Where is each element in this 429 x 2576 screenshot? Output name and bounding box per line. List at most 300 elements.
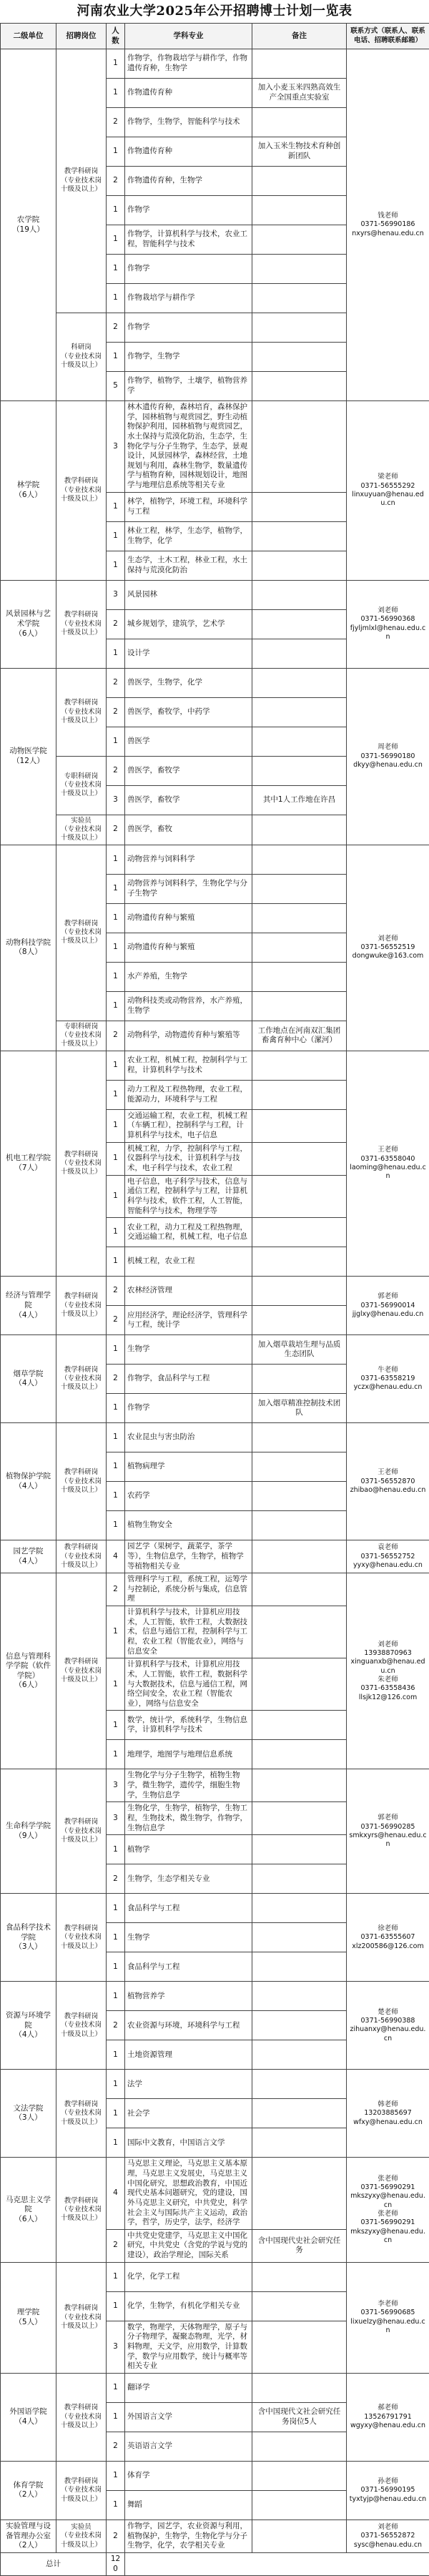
headcount: 1	[107, 1423, 125, 1452]
headcount: 2	[107, 1277, 125, 1306]
major-list: 动力工程及工程热物理，农业工程，能源动力，环境科学与工程	[125, 1080, 252, 1109]
post-type: 教学科研岗 （专业技术岗十级及以上）	[56, 2262, 107, 2373]
major-list: 机械工程，农业工程	[125, 1247, 252, 1277]
major-list: 植物学	[125, 1835, 252, 1864]
remark	[252, 2262, 347, 2291]
headcount: 3	[107, 1769, 125, 1802]
headcount: 1	[107, 2461, 125, 2490]
major-list: 作物学，生物学	[125, 343, 252, 372]
post-type: 教学科研岗 （专业技术岗十级及以上）	[56, 1051, 107, 1276]
major-list: 兽医学，畜牧学，中药学	[125, 697, 252, 727]
remark	[252, 1711, 347, 1740]
headcount: 1	[107, 962, 125, 991]
headcount: 1	[107, 1511, 125, 1540]
remark	[252, 697, 347, 727]
post-type: 实验员 （专业技术岗十级及以上）	[56, 815, 107, 845]
major-list: 作物学，计算机科学与技术，农业工程，智能科学与技术	[125, 225, 252, 255]
major-list: 英语语言文学	[125, 2432, 252, 2461]
major-list: 生物化学，生物学，植物学，生物工程，生物技术，微生物学，作物学，生物信息学	[125, 1802, 252, 1835]
remark	[252, 1740, 347, 1769]
headcount: 1	[107, 2099, 125, 2128]
headcount: 1	[107, 1740, 125, 1769]
major-list: 植物营养学	[125, 1982, 252, 2011]
remark	[252, 1365, 347, 1394]
remark	[252, 1051, 347, 1080]
table-row	[1, 1894, 429, 1923]
remark	[252, 343, 347, 372]
major-list: 食品科学与工程	[125, 1894, 252, 1923]
headcount: 1	[107, 1452, 125, 1482]
col-header-type: 招聘岗位	[56, 24, 107, 49]
post-type: 专职科研岗 （专业技术岗十级及以上）	[56, 1021, 107, 1051]
remark	[252, 1306, 347, 1335]
headcount: 1	[107, 2040, 125, 2070]
headcount: 2	[107, 1365, 125, 1394]
total-value: 120	[107, 2552, 125, 2575]
headcount: 1	[107, 1335, 125, 1365]
major-list: 作物遗传育种，生物学	[125, 167, 252, 196]
table-row	[1, 1573, 429, 1606]
table-row	[1, 580, 429, 609]
major-list: 计算机科学与技术，计算机应用技术，人工智能，软件工程，数据科学与大数据技术，信息与通信工程，网络空间安全，农业工程（智能农业），网络与信息安全	[125, 1658, 252, 1711]
major-list: 作物学，生物学，智能科学与技术	[125, 108, 252, 137]
post-type: 专职科研岗 （专业技术岗十级及以上）	[56, 756, 107, 815]
headcount: 1	[107, 225, 125, 255]
post-type: 教学科研岗 （专业技术岗十级及以上）	[56, 1982, 107, 2070]
table-row	[1, 2520, 429, 2552]
remark	[252, 108, 347, 137]
major-list: 园艺学（果树学，蔬菜学，茶学等），生物信息学，生物学，植物学等植物相关专业	[125, 1540, 252, 1573]
remark	[252, 1835, 347, 1864]
headcount: 1	[107, 551, 125, 580]
remark	[252, 1864, 347, 1894]
headcount: 1	[107, 1175, 125, 1218]
remark: 工作地点在河南双汇集团畜禽育种中心（漯河）	[252, 1021, 347, 1051]
table-row	[1, 1423, 429, 1452]
post-type: 科研岗 （专业技术岗十级及以上）	[56, 313, 107, 401]
headcount: 1	[107, 1952, 125, 1982]
major-list: 生物化学与分子生物学，植物生物学，微生物学，遗传学，细胞生物学，生物信息学	[125, 1769, 252, 1802]
remark	[252, 2070, 347, 2099]
headcount: 1	[107, 1923, 125, 1952]
remark	[252, 284, 347, 313]
total-row	[1, 2552, 429, 2575]
table-row	[1, 845, 429, 874]
unit-name: 动物科技学院 （8人）	[1, 845, 56, 1051]
major-list: 生态学，土木工程，林业工程，水土保持与荒漠化防治	[125, 551, 252, 580]
table-row	[1, 1982, 429, 2011]
post-type: 教学科研岗 （专业技术岗十级及以上）	[56, 2070, 107, 2158]
headcount: 2	[107, 2011, 125, 2040]
remark	[252, 609, 347, 639]
remark	[252, 991, 347, 1021]
post-type: 教学科研岗 （专业技术岗十级及以上）	[56, 1540, 107, 1573]
major-list: 马克思主义理论，马克思主义基本原理，马克思主义发展史，马克思主义中国化研究，思想政治教育，中国近现代史基本问题研究，党的建设，国外马克思主义研究，中共党史，科学社会主义与国际共产主义运动，政治学，哲学，历史学，法学，经济学	[125, 2158, 252, 2229]
headcount: 1	[107, 1109, 125, 1142]
remark	[252, 2291, 347, 2321]
remark	[252, 1175, 347, 1218]
post-type: 教学科研岗 （专业技术岗十级及以上）	[56, 2461, 107, 2520]
headcount: 2	[107, 108, 125, 137]
headcount: 2	[107, 1573, 125, 1606]
headcount: 1	[107, 2262, 125, 2291]
remark	[252, 2461, 347, 2490]
table-row	[1, 2373, 429, 2402]
remark	[252, 1923, 347, 1952]
major-list: 交通运输工程，农业工程，机械工程（车辆工程），控制科学与工程，计算机科学与技术，电子信息	[125, 1109, 252, 1142]
table-row	[1, 2262, 429, 2291]
headcount: 1	[107, 2402, 125, 2432]
unit-name: 资源与环境学院 （4人）	[1, 1982, 56, 2070]
remark: 含中国现代文社会研究任务岗位5人	[252, 2402, 347, 2432]
major-list: 作物学	[125, 255, 252, 284]
remark	[252, 1423, 347, 1452]
post-type: 教学科研岗 （专业技术岗十级及以上）	[56, 580, 107, 668]
table-row	[1, 401, 429, 493]
headcount: 2	[107, 1306, 125, 1335]
remark	[252, 1452, 347, 1482]
headcount: 1	[107, 1894, 125, 1923]
headcount: 1	[107, 2490, 125, 2520]
major-list: 植物生物安全	[125, 1511, 252, 1540]
headcount: 1	[107, 137, 125, 167]
major-list: 兽医学，畜牧学	[125, 756, 252, 785]
col-header-major: 学科专业	[125, 24, 252, 49]
unit-name: 马克思主义学院 （6人）	[1, 2158, 56, 2262]
major-list: 动物科技类或动物营养，水产养殖，生物学	[125, 991, 252, 1021]
contact-info: 刘老师 0371-56552519 dongwuke@163.com	[347, 845, 429, 1051]
remark	[252, 815, 347, 845]
major-list: 农业工程，机械工程，控制科学与工程，计算机科学与技术	[125, 1051, 252, 1080]
col-header-contact: 联系方式（联系人、联系电话、招聘联系邮箱）	[347, 24, 429, 49]
remark	[252, 225, 347, 255]
table-row	[1, 1277, 429, 1306]
remark	[252, 962, 347, 991]
unit-name: 体育学院 （2人）	[1, 2461, 56, 2520]
contact-info: 刘老师 13938870963 xinguanxb@henau.edu.cn 朱老师 0371-63558436 llsjk12@126.com	[347, 1573, 429, 1769]
post-type: 教学科研岗 （专业技术岗十级及以上）	[56, 49, 107, 313]
total-label: 总计	[1, 2552, 107, 2575]
table-row	[1, 2070, 429, 2099]
page-title: 河南农业大学2025年公开招聘博士计划一览表	[0, 0, 429, 23]
major-list: 兽医学，生物学，化学	[125, 668, 252, 697]
major-list: 土地资源管理	[125, 2040, 252, 2070]
unit-name: 外国语学院 （4人）	[1, 2373, 56, 2461]
major-list: 林学，植物学，环境工程，环境科学与工程	[125, 492, 252, 521]
contact-info: 李老师 0371-56990685 lixuelzy@henau.edu.cn	[347, 2262, 429, 2373]
remark	[252, 196, 347, 225]
remark	[252, 1511, 347, 1540]
remark: 加入玉米生物技术育种创新团队	[252, 137, 347, 167]
headcount: 2	[107, 1021, 125, 1051]
major-list: 管理科学与工程，系统工程，运筹学与控制论，系统分析与集成，信息管理	[125, 1573, 252, 1606]
headcount: 1	[107, 255, 125, 284]
remark	[252, 401, 347, 493]
contact-info: 郭老师 0371-56990014 jjglxy@henau.edu.cn	[347, 1277, 429, 1335]
remark	[252, 1218, 347, 1247]
major-list: 动物遗传育种与繁殖	[125, 933, 252, 962]
headcount: 1	[107, 521, 125, 551]
unit-name: 经济与管理学院 （4人）	[1, 1277, 56, 1335]
headcount: 2	[107, 756, 125, 785]
major-list: 林木遗传育种，森林培育，森林保护学，园林植物与观赏园艺，野生动植物保护利用，园林植物与观赏园艺，水土保持与荒漠化防治，生态学，生物化学与分子生物学，生态学，景观设计，风景园林学，森林经营，土地规划与利用，森林生物学，数量遗传学与植物育种，园林规划设计，地图学与地理信息系统等相关专业	[125, 401, 252, 493]
post-type: 教学科研岗 （专业技术岗十级及以上）	[56, 1769, 107, 1894]
major-list: 社会学	[125, 2099, 252, 2128]
remark	[252, 1247, 347, 1277]
remark	[252, 2040, 347, 2070]
headcount: 2	[107, 313, 125, 343]
post-type: 实验员 （专业技术岗十级及以上）	[56, 2520, 107, 2552]
major-list: 法学	[125, 2070, 252, 2099]
headcount: 1	[107, 639, 125, 668]
remark	[252, 1769, 347, 1802]
remark	[252, 1982, 347, 2011]
contact-info: 王老师 0371-56552870 zhibao@henau.edu.cn	[347, 1423, 429, 1540]
major-list: 作物学，园艺学，农业资源与利用，植物保护，生物学，生物化学与分子生物学，化学，农学相关专业	[125, 2520, 252, 2552]
contact-info: 郝老师 13526791791 wgyxy@henau.edu.cn	[347, 2373, 429, 2461]
contact-info: 周老师 0371-56990180 dkyy@henau.edu.cn	[347, 668, 429, 845]
remark	[252, 49, 347, 79]
major-list: 翻译学	[125, 2373, 252, 2402]
headcount: 1	[107, 1218, 125, 1247]
post-type: 教学科研岗 （专业技术岗十级及以上）	[56, 2373, 107, 2461]
contact-info: 袁老师 0371-56552752 yyxy@henau.edu.cn	[347, 1540, 429, 1573]
unit-name: 理学院 （5人）	[1, 2262, 56, 2373]
remark	[252, 1952, 347, 1982]
recruitment-table	[0, 23, 429, 2576]
headcount: 1	[107, 727, 125, 756]
major-list: 应用经济学，理论经济学，管理科学与工程，统计学	[125, 1306, 252, 1335]
major-list: 电子信息，电子科学与技术，信息与通信工程，控制科学与工程，计算机科学与技术，软件工程，人工智能，智能科学与技术，物理学等	[125, 1175, 252, 1218]
major-list: 水产养殖，生物学	[125, 962, 252, 991]
remark	[252, 2011, 347, 2040]
headcount: 1	[107, 1142, 125, 1175]
unit-name: 烟草学院 （4人）	[1, 1335, 56, 1423]
major-list: 兽医学，畜牧学	[125, 785, 252, 815]
remark	[252, 492, 347, 521]
headcount: 1	[107, 1080, 125, 1109]
remark	[252, 903, 347, 933]
post-type: 教学科研岗 （专业技术岗十级及以上）	[56, 2158, 107, 2262]
table-row	[1, 49, 429, 79]
headcount: 1	[107, 49, 125, 79]
major-list: 生物学	[125, 1923, 252, 1952]
headcount: 1	[107, 991, 125, 1021]
headcount: 2	[107, 815, 125, 845]
remark	[252, 933, 347, 962]
remark	[252, 255, 347, 284]
post-type: 教学科研岗 （专业技术岗十级及以上）	[56, 845, 107, 1021]
contact-info: 孙老师 0371-56990195 tyxtyjp@henau.edu.cn	[347, 2461, 429, 2520]
remark: 加入小麦玉米四熟高效生产全国重点实验室	[252, 79, 347, 108]
major-list: 作物学，植物学，土壤学，植物营养学	[125, 372, 252, 401]
headcount: 1	[107, 2128, 125, 2158]
col-header-unit: 二级单位	[1, 24, 56, 49]
unit-name: 风景园林与艺术学院 （6人）	[1, 580, 56, 668]
headcount: 1	[107, 1606, 125, 1658]
remark	[252, 1109, 347, 1142]
major-list: 农业资源与环境，环境科学与工程	[125, 2011, 252, 2040]
contact-info: 刘老师 0371-56990368 fjyljmlxl@henau.edu.cn	[347, 580, 429, 668]
major-list: 作物学，作物栽培学与耕作学，作物遗传育种，生物学	[125, 49, 252, 79]
headcount: 1	[107, 1051, 125, 1080]
post-type: 教学科研岗 （专业技术岗十级及以上）	[56, 401, 107, 581]
table-row	[1, 1540, 429, 1573]
contact-info: 钱老师 0371-56990186 nxyrs@henau.edu.cn	[347, 49, 429, 401]
unit-name: 食品科学技术学院 （3人）	[1, 1894, 56, 1982]
headcount: 3	[107, 785, 125, 815]
unit-name: 实验管理与设备管理办公室 （2人）	[1, 2520, 56, 2552]
major-list: 作物遗传育种	[125, 79, 252, 108]
remark	[252, 521, 347, 551]
remark	[252, 756, 347, 785]
headcount: 1	[107, 845, 125, 874]
total-filler	[125, 2552, 429, 2575]
header-row	[1, 24, 429, 49]
headcount: 4	[107, 1540, 125, 1573]
remark	[252, 639, 347, 668]
major-list: 农林经济管理	[125, 1277, 252, 1306]
major-list: 农业昆虫与害虫防治	[125, 1423, 252, 1452]
remark	[252, 2490, 347, 2520]
contact-info: 王老师 0371-63558040 laoming@henau.edu.cn	[347, 1051, 429, 1276]
remark	[252, 1277, 347, 1306]
post-type: 教学科研岗 （专业技术岗十级及以上）	[56, 1277, 107, 1335]
major-list: 生物学	[125, 1335, 252, 1365]
headcount: 1	[107, 2373, 125, 2402]
major-list: 城乡规划学，建筑学，艺术学	[125, 609, 252, 639]
major-list: 兽医学，畜牧	[125, 815, 252, 845]
unit-name: 园艺学院 （4人）	[1, 1540, 56, 1573]
major-list: 数学，物理学，天体物理学，原子与分子物理学，凝聚态物理，光学，材料物理，天文学，应用数学，计算数学，数学与应用数学，统计与概率等相关专业	[125, 2321, 252, 2373]
major-list: 动物营养与饲料科学，生物化学与分子生物学	[125, 874, 252, 903]
major-list: 作物遗传育种	[125, 137, 252, 167]
headcount: 2	[107, 167, 125, 196]
table-row	[1, 2158, 429, 2229]
headcount: 1	[107, 1394, 125, 1423]
remark: 其中1人工作地在许昌	[252, 785, 347, 815]
headcount: 1	[107, 2070, 125, 2099]
headcount: 1	[107, 1658, 125, 1711]
remark: 加入烟草栽培生理与品质生态团队	[252, 1335, 347, 1365]
headcount: 3	[107, 1802, 125, 1835]
major-list: 农业工程，动力工程及工程热物理，交通运输工程，机械工程，电子信息	[125, 1218, 252, 1247]
major-list: 作物学	[125, 196, 252, 225]
contact-info: 韩老师 13203885697 wfxy@henau.edu.cn	[347, 2070, 429, 2158]
headcount: 1	[107, 1982, 125, 2011]
major-list: 中共党史党建学，马克思主义中国化研究，中共党史（含党的学说与党的建设），政治学理论，国际关系	[125, 2229, 252, 2262]
remark	[252, 1658, 347, 1711]
remark	[252, 2321, 347, 2373]
major-list: 化学，化学工程	[125, 2262, 252, 2291]
headcount: 1	[107, 1711, 125, 1740]
remark	[252, 1606, 347, 1658]
contact-info: 梁老师 0371-56555292 linxuyuan@henau.edu.cn	[347, 401, 429, 581]
headcount: 1	[107, 196, 125, 225]
unit-name: 机电工程学院 （7人）	[1, 1051, 56, 1276]
contact-info: 郭老师 0371-56990285 smkxyrs@henau.edu.cn	[347, 1769, 429, 1894]
remark	[252, 372, 347, 401]
table-body	[1, 49, 429, 2576]
headcount: 1	[107, 492, 125, 521]
remark	[252, 2432, 347, 2461]
headcount: 2	[107, 668, 125, 697]
major-list: 兽医学	[125, 727, 252, 756]
post-type: 教学科研岗 （专业技术岗十级及以上）	[56, 1423, 107, 1540]
col-header-remark: 备注	[252, 24, 347, 49]
headcount: 4	[107, 2158, 125, 2229]
unit-name: 信息与管理科学学院（软件学院） （6人）	[1, 1573, 56, 1769]
major-list: 设计学	[125, 639, 252, 668]
major-list: 食品科学与工程	[125, 1952, 252, 1982]
major-list: 动物遗传育种与繁殖	[125, 903, 252, 933]
headcount: 1	[107, 343, 125, 372]
major-list: 地理学，地图学与地理信息系统	[125, 1740, 252, 1769]
post-type: 教学科研岗 （专业技术岗十级及以上）	[56, 1894, 107, 1982]
major-list: 农药学	[125, 1482, 252, 1511]
remark	[252, 1080, 347, 1109]
major-list: 动物营养与饲料科学	[125, 845, 252, 874]
remark	[252, 1894, 347, 1923]
table-row	[1, 668, 429, 697]
table-row	[1, 1051, 429, 1080]
headcount: 2	[107, 609, 125, 639]
major-list: 机械工程，力学，控制科学与工程，仪器科学与技术，计算机科学与技术，电子科学与技术，农业工程	[125, 1142, 252, 1175]
headcount: 2	[107, 2520, 125, 2552]
major-list: 风景园林	[125, 580, 252, 609]
remark	[252, 1142, 347, 1175]
major-list: 作物栽培学与耕作学	[125, 284, 252, 313]
headcount: 1	[107, 1482, 125, 1511]
contact-info: 张老师 0371-56990291 mkszyxy@henau.edu.cn 张老师 0371-56990291 mkszyxy@henau.edu.cn	[347, 2158, 429, 2262]
unit-name: 文法学院 （3人）	[1, 2070, 56, 2158]
headcount: 1	[107, 874, 125, 903]
post-type: 教学科研岗 （专业技术岗十级及以上）	[56, 1335, 107, 1423]
major-list: 作物学	[125, 1394, 252, 1423]
remark	[252, 551, 347, 580]
remark	[252, 2520, 347, 2552]
remark	[252, 1802, 347, 1835]
unit-name: 动物医学院 （12人）	[1, 668, 56, 845]
contact-info: 徐老师 0371-63555607 xlz200586@126.com	[347, 1894, 429, 1982]
major-list: 林业工程，林学，生态学，植物学，生物学，化学	[125, 521, 252, 551]
remark	[252, 1540, 347, 1573]
contact-info: 楚老师 0371-56990388 zihuanxy@henau.edu.cn	[347, 1982, 429, 2070]
remark	[252, 2128, 347, 2158]
major-list: 生物学，生态学相关专业	[125, 1864, 252, 1894]
remark	[252, 2373, 347, 2402]
headcount: 1	[107, 903, 125, 933]
headcount: 1	[107, 1247, 125, 1277]
major-list: 国际中文教育，中国语言文学	[125, 2128, 252, 2158]
remark	[252, 580, 347, 609]
major-list: 动物科学，动物遗传育种与繁殖等	[125, 1021, 252, 1051]
headcount: 1	[107, 933, 125, 962]
major-list: 体育学	[125, 2461, 252, 2490]
major-list: 作物学，食品科学与工程	[125, 1365, 252, 1394]
remark	[252, 874, 347, 903]
remark	[252, 668, 347, 697]
unit-name: 植物保护学院 （4人）	[1, 1423, 56, 1540]
major-list: 化学，生物学，有机化学相关专业	[125, 2291, 252, 2321]
table-row	[1, 2461, 429, 2490]
major-list: 外国语言文学	[125, 2402, 252, 2432]
major-list: 植物病理学	[125, 1452, 252, 1482]
contact-info: 牛老师 0371-63558219 yczx@henau.edu.cn	[347, 1335, 429, 1423]
headcount: 1	[107, 1835, 125, 1864]
table-row	[1, 1335, 429, 1365]
remark	[252, 2099, 347, 2128]
